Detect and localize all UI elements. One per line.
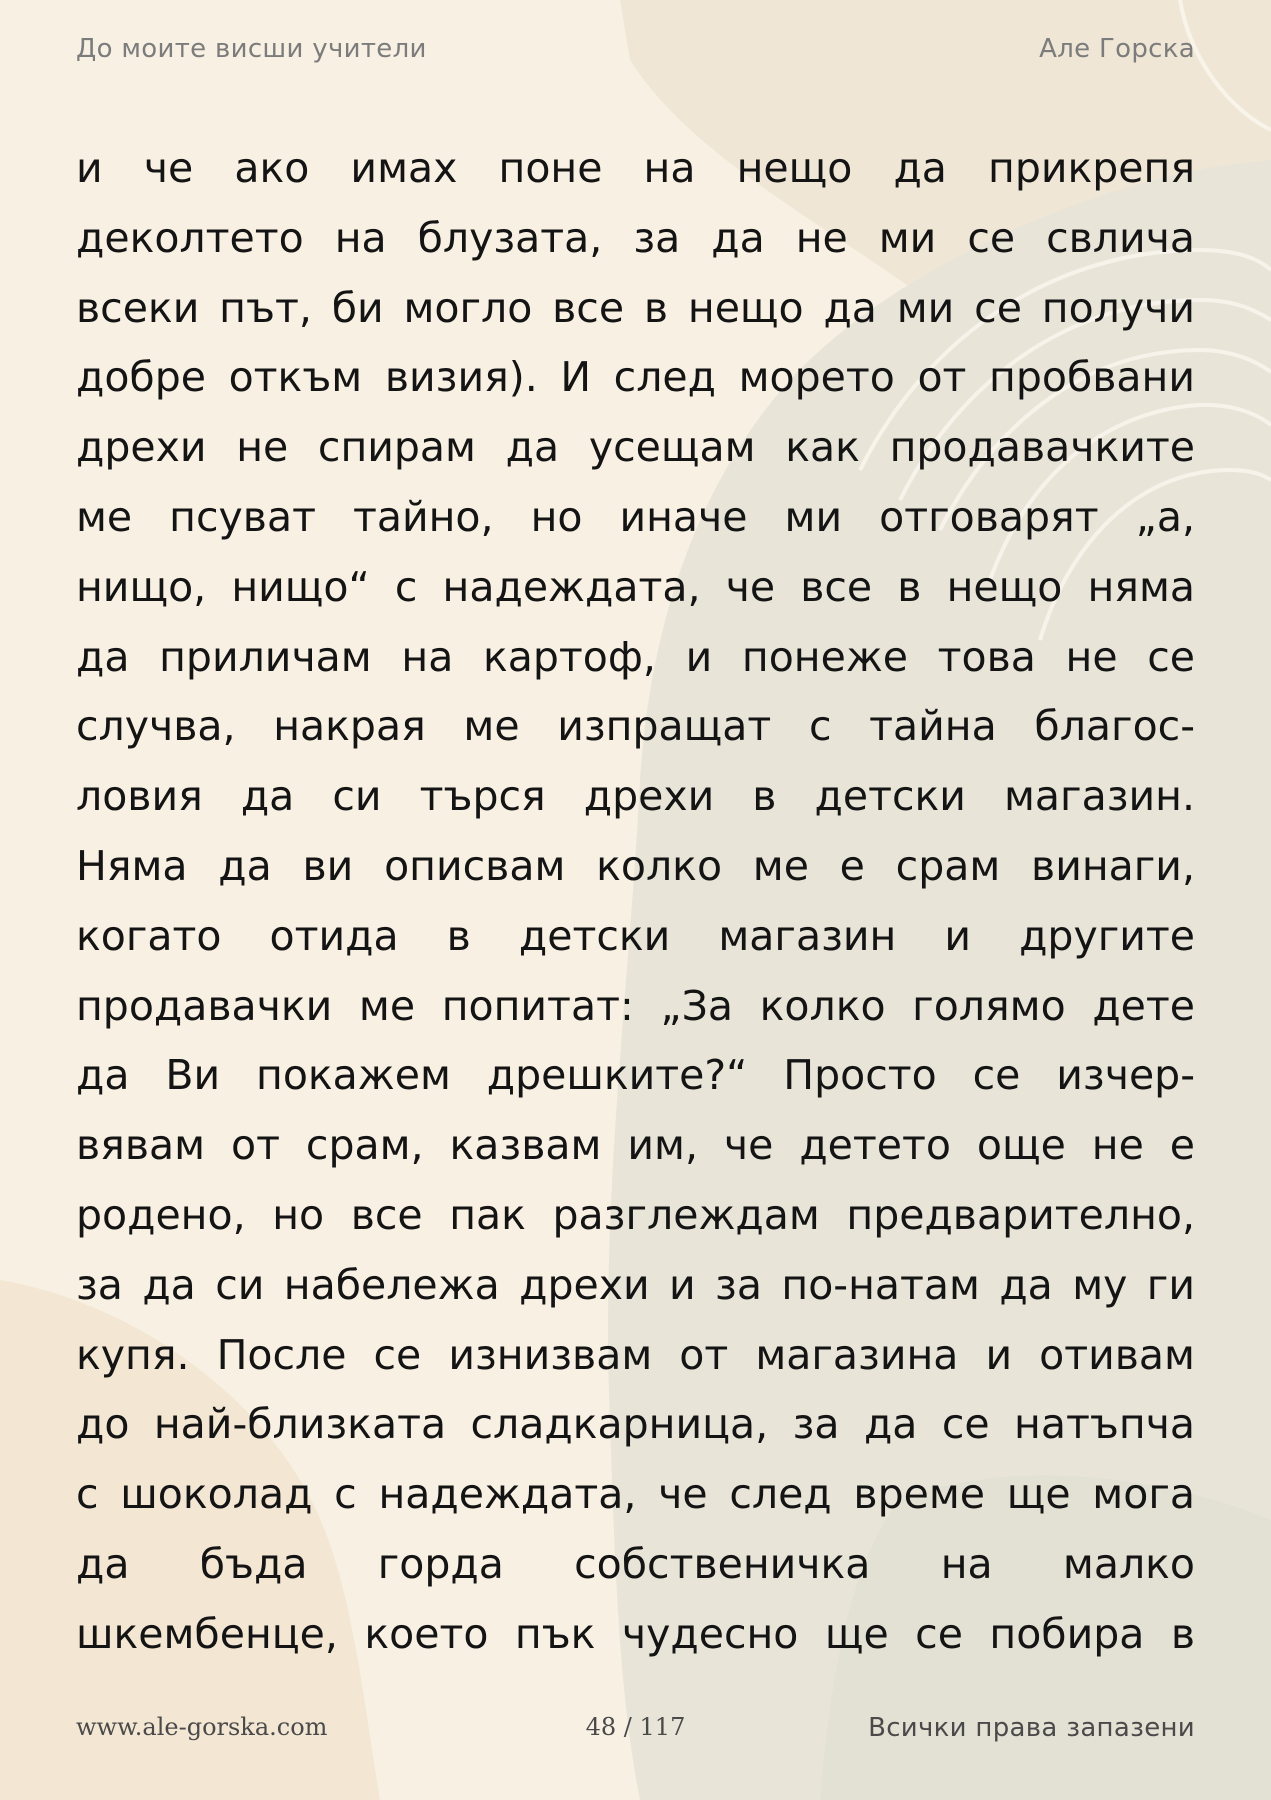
body-text (76, 134, 1195, 1670)
text-line: да бъда горда собственичка на малко (76, 1539, 1195, 1588)
text-line: за да си набележа дрехи и за по-натам да му ги (76, 1260, 1195, 1309)
text-line: дрехи не спирам да усещам как продавачките (76, 423, 1195, 472)
text-line: да Ви покажем дрешките?“ Просто се изчер- (76, 1051, 1195, 1100)
text-line: шкембенце, което пък чудесно ще се побира в (76, 1609, 1195, 1658)
text-line: купя. После се изнизвам от магазина и отивам (76, 1330, 1195, 1379)
text-line: всеки път, би могло все в нещо да ми се получи (76, 283, 1195, 332)
text-line: вявам от срам, казвам им, че детето още не е (76, 1121, 1195, 1170)
text-line: деколтето на блузата, за да не ми се свлича (76, 213, 1195, 262)
page-number: 48 / 117 (585, 1713, 686, 1741)
book-title: До моите висши учители (76, 34, 427, 64)
text-line: до най-близката сладкарница, за да се натъпча (76, 1400, 1195, 1449)
website-link[interactable]: www.ale-gorska.com (76, 1713, 328, 1741)
text-line: Няма да ви описвам колко ме е срам винаги, (76, 841, 1195, 890)
text-line: ловия да си търся дрехи в детски магазин. (76, 772, 1195, 821)
text-line: нищо, нищо“ с надеждата, че все в нещо няма (76, 562, 1195, 611)
page-header (76, 34, 1195, 70)
page-footer (76, 1713, 1195, 1747)
text-line: да приличам на картоф, и понеже това не се (76, 632, 1195, 681)
text-line: с шоколад с надеждата, че след време ще мога (76, 1470, 1195, 1519)
text-line: родено, но все пак разглеждам предварително, (76, 1190, 1195, 1239)
text-line: случва, накрая ме изпращат с тайна благос- (76, 702, 1195, 751)
text-line: продавачки ме попитат: „За колко голямо дете (76, 981, 1195, 1030)
text-line: ме псуват тайно, но иначе ми отговарят „а, (76, 492, 1195, 541)
text-line: когато отида в детски магазин и другите (76, 911, 1195, 960)
author-name: Але Горска (1039, 34, 1195, 64)
text-line: и че ако имах поне на нещо да прикрепя (76, 144, 1195, 192)
text-line: добре откъм визия). И след морето от пробвани (76, 353, 1195, 402)
copyright-notice: Всички права запазени (868, 1713, 1195, 1743)
